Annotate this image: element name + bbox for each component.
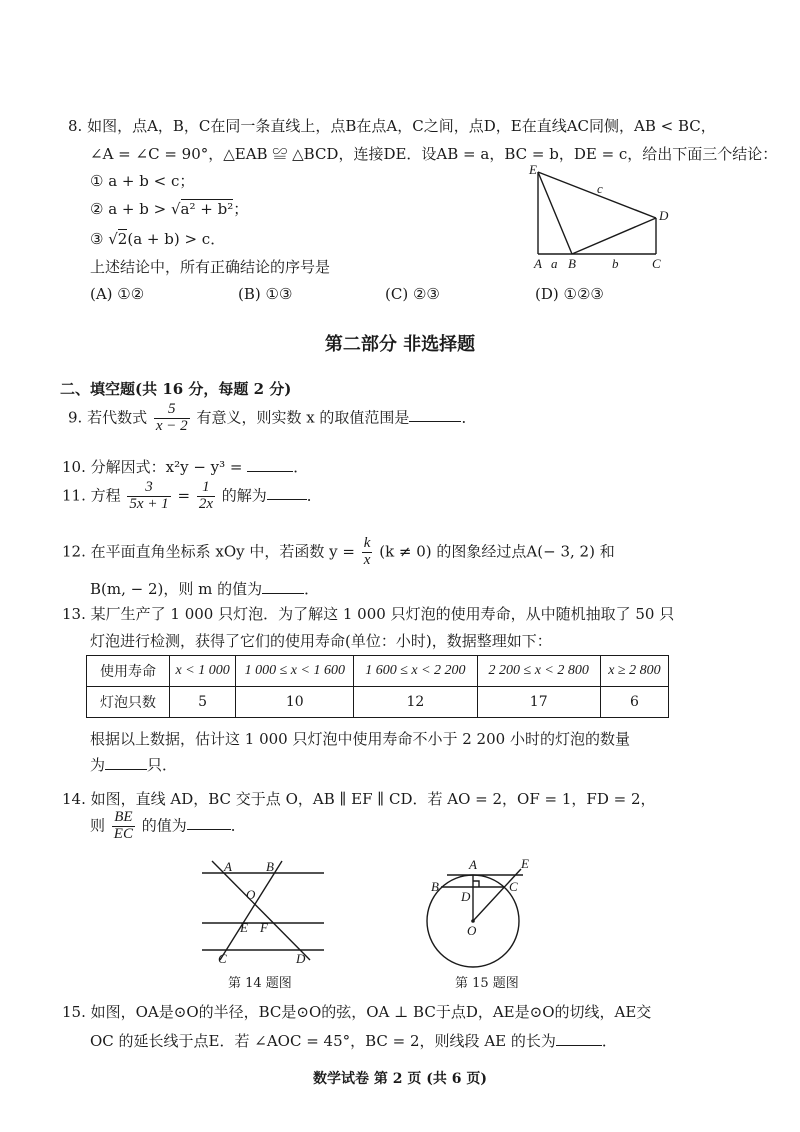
q15-label-e: E	[521, 856, 529, 871]
q13-after-line1: 根据以上数据，估计这 1 000 只灯泡中使用寿命不小于 2 200 小时的灯泡的数量	[90, 730, 630, 748]
q8-c3-radicand: 2	[117, 230, 128, 248]
q8-stem-line1: 8. 如图，点A，B，C在同一条直线上，点B在点A，C之间，点D，E在直线AC同侧，AB < BC，	[68, 117, 716, 135]
q13-answer-blank	[105, 755, 147, 770]
table-cell: 10	[236, 687, 354, 718]
q12-line1: 12. 在平面直角坐标系 xOy 中，若函数 y = $\frac{k}{x}$ (k ≠ 0) 的图象经过点A(− 3, 2) 和	[62, 535, 615, 568]
q11-fraction-right: $\frac{1}{2x}$	[198, 479, 213, 512]
table-cell: 17	[477, 687, 600, 718]
q12-fraction: $\frac{k}{x}$	[363, 535, 371, 568]
q8-option-a: (A) ①②	[90, 285, 145, 303]
q12-answer-blank	[262, 579, 304, 594]
q14-label-e: E	[240, 920, 248, 935]
q8-label-c: C	[652, 256, 661, 271]
q8-label-b-lower: b	[612, 256, 619, 271]
q8-label-e: E	[529, 162, 537, 177]
section2-header: 二、填空题(共 16 分，每题 2 分)	[60, 380, 292, 398]
q13-line1: 13. 某厂生产了 1 000 只灯泡．为了解这 1 000 只灯泡的使用寿命，从中随机抽取了 50 只	[62, 605, 675, 623]
q15-line2: OC 的延长线于点E．若 ∠AOC = 45°，BC = 2，则线段 AE 的长为 ．	[90, 1032, 617, 1050]
q15-label-d: D	[461, 889, 471, 904]
q9-answer-blank	[409, 407, 461, 422]
table-header-cell: x ≥ 2 800	[600, 656, 668, 687]
q8-label-c-lower: c	[597, 181, 603, 196]
table-header-cell: 使用寿命	[87, 656, 170, 687]
q8-label-a: A	[534, 256, 542, 271]
sqrt-symbol: √	[108, 230, 118, 248]
q14-line-bc	[220, 861, 282, 960]
q8-label-d: D	[659, 208, 669, 223]
q15-label-c: C	[509, 879, 518, 894]
q14-label-b: B	[266, 859, 274, 874]
table-header-cell: 1 600 ≤ x < 2 200	[354, 656, 477, 687]
q9: 9. 若代数式 $\frac{5}{x - 2}$ 有意义，则实数 x 的取值范围是 ．	[68, 401, 477, 434]
q11-fraction-left: $\frac{3}{5x + 1}$	[129, 479, 169, 512]
q14-line2: 则 $\frac{BE}{EC}$ 的值为 ．	[90, 809, 246, 842]
q8-conclusion-3: ③ √2(a + b) > c．	[90, 230, 226, 248]
q15-label-b: B	[431, 879, 439, 894]
q8-option-b: (B) ①③	[238, 285, 293, 303]
q8-label-a-lower: a	[551, 256, 558, 271]
q14-label-f: F	[260, 920, 268, 935]
q8-segment-eb	[538, 172, 572, 254]
q14-label-a: A	[224, 859, 232, 874]
q15-caption: 第 15 题图	[455, 976, 519, 991]
q13-after-line2: 为 只．	[90, 756, 178, 774]
q15-figure	[425, 855, 565, 970]
q14-caption: 第 14 题图	[228, 976, 292, 991]
q15-line-oe	[473, 869, 521, 921]
table-cell: 12	[354, 687, 477, 718]
q15-right-angle-mark	[473, 881, 479, 887]
q12-line2: B(m, − 2)，则 m 的值为 ．	[90, 580, 320, 598]
q13-table	[86, 655, 669, 718]
q14-line-ad	[212, 861, 310, 960]
table-header-cell: 1 000 ≤ x < 1 600	[236, 656, 354, 687]
q11-answer-blank	[267, 485, 307, 500]
q15-label-a: A	[469, 857, 477, 872]
q14-label-c: C	[218, 951, 227, 966]
q15-answer-blank	[556, 1031, 602, 1046]
page-footer: 数学试卷 第 2 页 (共 6 页)	[313, 1071, 487, 1087]
table-row	[87, 687, 669, 718]
q11: 11. 方程 $\frac{3}{5x + 1}$ = $\frac{1}{2x}$ 的解为 ．	[62, 479, 322, 512]
q13-line2: 灯泡进行检测，获得了它们的使用寿命(单位：小时)，数据整理如下：	[90, 632, 552, 650]
q8-option-c: (C) ②③	[385, 285, 440, 303]
part2-title: 第二部分 非选择题	[324, 334, 476, 355]
q8-option-d: (D) ①②③	[535, 285, 604, 303]
q8-label-b: B	[568, 256, 576, 271]
q10: 10. 分解因式：x²y − y³ = ．	[62, 458, 309, 476]
q14-label-d: D	[296, 951, 306, 966]
table-cell: 灯泡只数	[87, 687, 170, 718]
q8-stem-line2: ∠A = ∠C = 90°，△EAB ≌ △BCD，连接DE．设AB = a，BC = b，DE = c，给出下面三个结论：	[90, 145, 778, 163]
table-cell: 5	[169, 687, 235, 718]
q14-fraction: $\frac{BE}{EC}$	[113, 809, 133, 842]
table-cell: 6	[600, 687, 668, 718]
q8-question: 上述结论中，所有正确结论的序号是	[90, 258, 331, 276]
q14-line1: 14. 如图，直线 AD，BC 交于点 O，AB ∥ EF ∥ CD．若 AO = 2，OF = 1，FD = 2，	[62, 790, 656, 808]
q8-conclusion-1: ① a + b < c；	[90, 172, 195, 190]
q8-c2-radicand: a² + b²	[180, 200, 234, 218]
q8-figure	[525, 160, 675, 275]
q14-figure	[192, 855, 332, 970]
q9-fraction: $\frac{5}{x - 2}$	[155, 401, 188, 434]
q15-label-o: O	[467, 923, 477, 938]
q8-segment-bd	[572, 218, 656, 254]
table-header-cell: x < 1 000	[169, 656, 235, 687]
q10-answer-blank	[247, 457, 293, 472]
q14-answer-blank	[187, 815, 231, 830]
table-header-cell: 2 200 ≤ x < 2 800	[477, 656, 600, 687]
q15-line1: 15. 如图，OA是⊙O的半径，BC是⊙O的弦，OA ⊥ BC于点D，AE是⊙O的切线，AE交	[62, 1003, 652, 1021]
sqrt-symbol: √	[170, 200, 181, 218]
q14-label-o: O	[246, 887, 256, 902]
q8-conclusion-2: ② a + b > √a² + b²；	[90, 200, 249, 218]
table-row	[87, 656, 669, 687]
